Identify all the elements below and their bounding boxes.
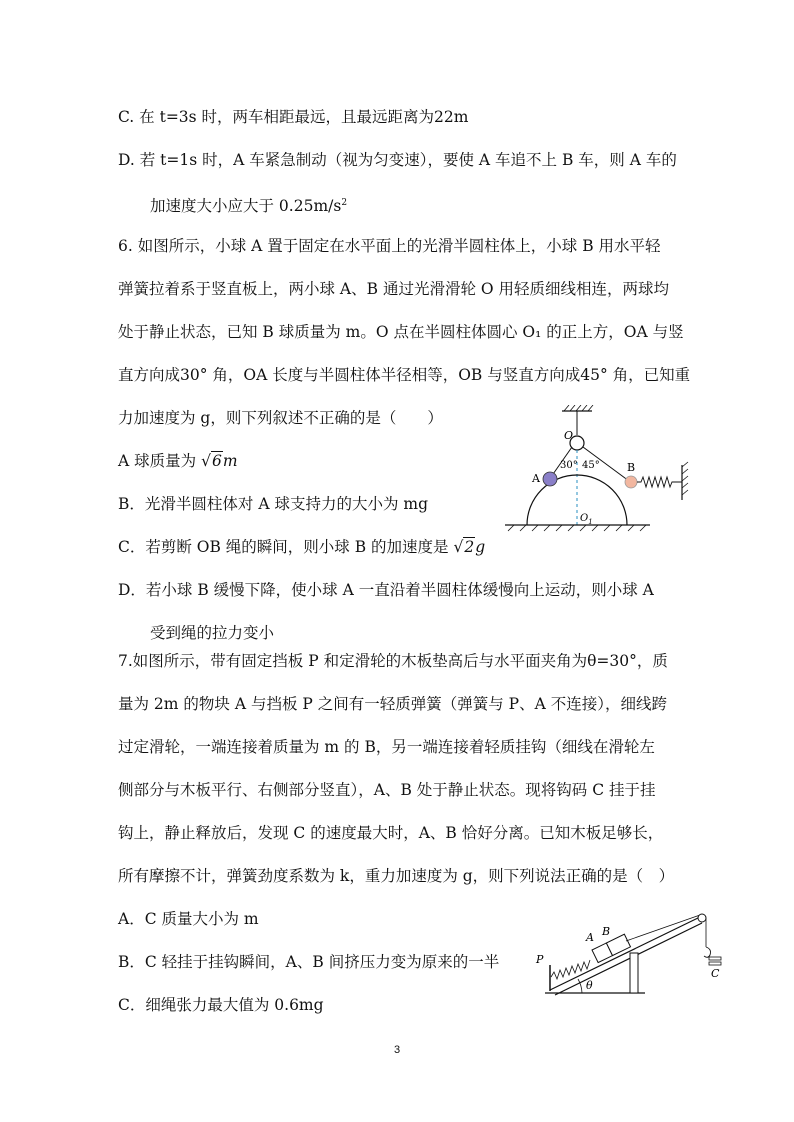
q6-stem-line1: 6. 如图所示，小球 A 置于固定在水平面上的光滑半圆柱体上，小球 B 用水平轻 bbox=[118, 237, 661, 255]
hook-icon bbox=[704, 947, 711, 957]
label-B: B bbox=[627, 461, 636, 474]
q6-stem-line3: 处于静止状态，已知 B 球质量为 m。O 点在半圆柱体圆心 O₁ 的正上方，OA 与竖 bbox=[118, 323, 684, 341]
label-O: O bbox=[564, 429, 574, 442]
label-C: C bbox=[711, 967, 720, 980]
q7-stem-line1: 7.如图所示，带有固定挡板 P 和定滑轮的木板垫高后与水平面夹角为θ=30°，质 bbox=[118, 652, 668, 670]
q6-stem-line4: 直方向成30° 角，OA 长度与半圆柱体半径相等，OB 与竖直方向成45° 角，已知重 bbox=[118, 366, 691, 384]
label-P: P bbox=[536, 953, 544, 966]
spring-icon bbox=[637, 477, 682, 487]
label-A: A bbox=[532, 472, 540, 485]
q6-option-d-line2: 受到绳的拉力变小 bbox=[150, 624, 275, 642]
q7-option-c: C．细绳张力最大值为 0.6mg bbox=[118, 996, 324, 1014]
q6-option-b: B．光滑半圆柱体对 A 球支持力的大小为 mg bbox=[118, 495, 428, 513]
q7-option-a: A．C 质量大小为 m bbox=[118, 910, 259, 928]
label-theta: θ bbox=[586, 979, 593, 992]
q7-stem-line4: 侧部分与木板平行、右侧部分竖直），A、B 处于静止状态。现将钩码 C 挂于挂 bbox=[118, 781, 656, 799]
q7-stem-line6: 所有摩擦不计，弹簧劲度系数为 k，重力加速度为 g，则下列说法正确的是（ ） bbox=[118, 867, 675, 885]
q7-stem-line2: 量为 2m 的物块 A 与挡板 P 之间有一轻质弹簧（弹簧与 P、A 不连接），细线跨 bbox=[118, 695, 667, 713]
page-number: 3 bbox=[393, 1044, 401, 1056]
q7-stem-line5: 钩上，静止释放后，发现 C 的速度最大时，A、B 恰好分离。已知木板足够长， bbox=[118, 824, 664, 842]
q6-stem-line5: 力加速度为 g，则下列叙述不正确的是（ ） bbox=[118, 409, 443, 427]
q7-figure bbox=[530, 905, 735, 1000]
q7-stem-line3: 过定滑轮，一端连接着质量为 m 的 B，另一端连接着轻质挂钩（细线在滑轮左 bbox=[118, 738, 655, 756]
q6-option-d-line1: D．若小球 B 缓慢下降，使小球 A 一直沿着半圆柱体缓慢向上运动，则小球 A bbox=[118, 581, 654, 599]
angle-45-label: 45° bbox=[582, 460, 600, 471]
spring-icon bbox=[551, 960, 590, 979]
q6-option-c: C．若剪断 OB 绳的瞬间，则小球 B 的加速度是 √2g bbox=[118, 538, 486, 556]
label-A: A bbox=[586, 931, 594, 944]
ball-b bbox=[625, 476, 637, 488]
q5-option-d-line1: D. 若 t=1s 时，A 车紧急制动（视为匀变速），要使 A 车追不上 B 车，则 A 车的 bbox=[118, 151, 677, 169]
q6-option-a: A 球质量为 √6m bbox=[118, 452, 238, 470]
q6-stem-line2: 弹簧拉着系于竖直板上，两小球 A、B 通过光滑滑轮 O 用轻质细线相连，两球均 bbox=[118, 280, 670, 298]
angle-30-label: 30° bbox=[560, 460, 578, 471]
q5-option-c: C. 在 t=3s 时，两车相距最远，且最远距离为22m bbox=[118, 108, 469, 126]
ball-a bbox=[543, 472, 557, 486]
pulley-icon bbox=[698, 914, 706, 922]
q6-figure bbox=[500, 405, 695, 535]
q7-option-b: B．C 轻挂于挂钩瞬间，A、B 间挤压力变为原来的一半 bbox=[118, 953, 500, 971]
label-B: B bbox=[602, 925, 611, 938]
label-O1: $O_1$ bbox=[580, 513, 593, 526]
q5-option-d-line2: 加速度大小应大于 $0.25m/s^2$ bbox=[150, 197, 348, 216]
